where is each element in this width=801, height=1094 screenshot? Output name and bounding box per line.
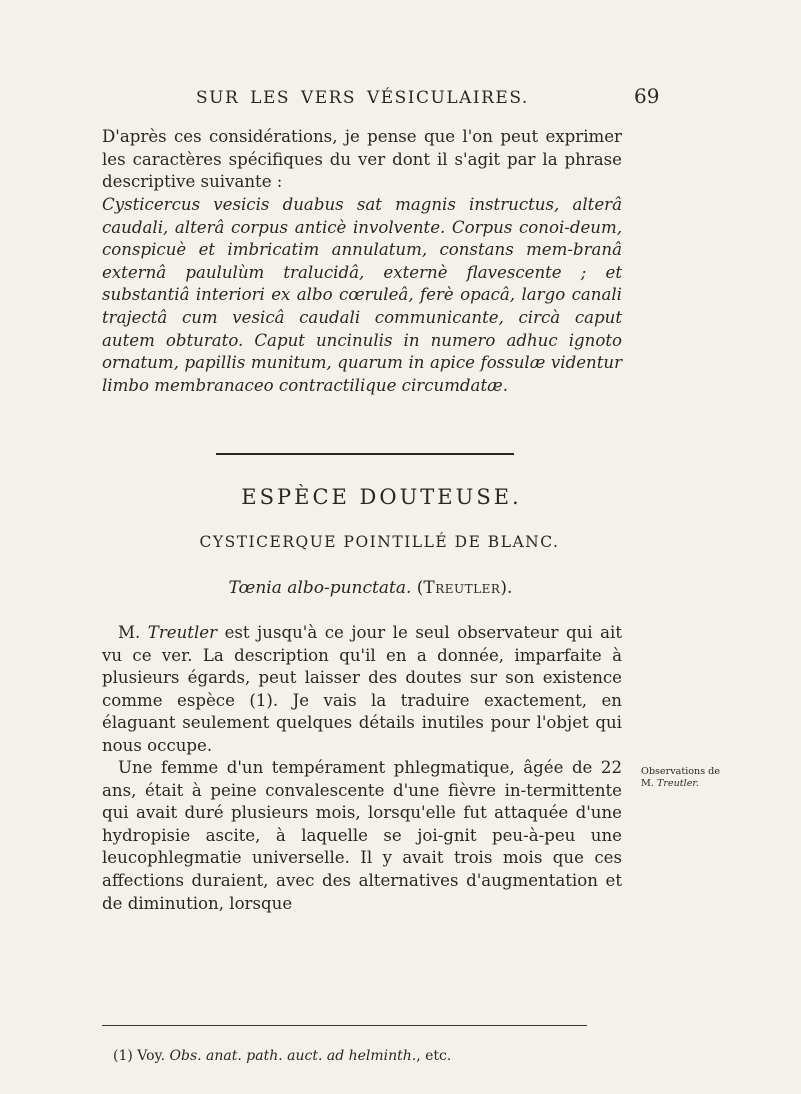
paragraph-intro: D'après ces considérations, je pense que l'on peut exprimer les caractères spécifiques du ver dont il s'agit par la phrase descriptive suivante : (102, 127, 622, 192)
synonym-wrap (229, 578, 513, 598)
species-name (0, 533, 801, 551)
footnote-rule (102, 1025, 587, 1026)
paragraph-observation: Une femme d'un tempérament phlegmatique, âgée de 22 ans, était à peine convalescente d'une fièvre in-termittente qui avait duré plusieurs mois, lorsqu'elle fut attaquée d'une hydropisie ascite, à laquelle se joi-gnit peu-à-peu une leucophlegmatie universelle. Il y avait trois mois que ces affections duraient, avec des alternatives d'augmentation et de diminution, lorsque (102, 758, 622, 913)
footnote-citation: Obs. anat. path. auct. ad helminth. (169, 1048, 417, 1064)
section-title (0, 485, 801, 509)
species-name-text: CYSTICERQUE POINTILLÉ DE BLANC. (199, 533, 560, 551)
margin-note-line2 (641, 778, 733, 790)
paragraph-treutler (102, 622, 622, 758)
footnote (113, 1048, 451, 1064)
section-title-text: ESPÈCE DOUTEUSE. (241, 485, 522, 509)
page-number: 69 (634, 84, 660, 108)
synonym-line (0, 578, 801, 598)
p2-prefix: M. (118, 623, 148, 642)
synonym-latin: Tœnia albo-punctata. (228, 578, 412, 598)
margin-note-name: Treutler. (656, 778, 699, 789)
margin-note-line1: Observations de (641, 766, 721, 777)
running-title: SUR LES VERS VÉSICULAIRES. (196, 88, 529, 108)
margin-note-prefix: M. (641, 778, 657, 789)
synonym-author: Treutler (423, 578, 501, 598)
footnote-marker: (1) Voy. (113, 1048, 170, 1064)
p2-author: Treutler (147, 623, 218, 642)
margin-note (641, 766, 733, 790)
synonym-open: ( (416, 578, 424, 598)
synonym-close: ). (500, 578, 513, 598)
p2-text: est jusqu'à ce jour le seul observateur qui ait vu ce ver. La description qu'il en a donnée, imparfaite à plusieurs égards, peut laisser des doutes sur son existence comme espèce (1). Je vais la traduire exactement, en élaguant seulement quelques détails inutiles pour l'objet qui nous occupe. (102, 623, 622, 755)
footnote-suffix: , etc. (416, 1048, 452, 1064)
section-divider (216, 453, 514, 455)
latin-description: Cysticercus vesicis duabus sat magnis instructus, alterâ caudali, alterâ corpus anticè involvente. Corpus conoi-deum, conspicuè et imbricatim annulatum, constans mem-branâ externâ paululùm tralucidâ, externè flavescente ; et substantiâ interiori ex albo cœruleâ, ferè opacâ, largo canali trajectâ cum vesicâ caudali communicante, circà caput autem obturato. Caput uncinulis in numero adhuc ignoto ornatum, papillis munitum, quarum in apice fossulæ videntur limbo membranaceo contractilique circumdatæ. (102, 195, 622, 395)
